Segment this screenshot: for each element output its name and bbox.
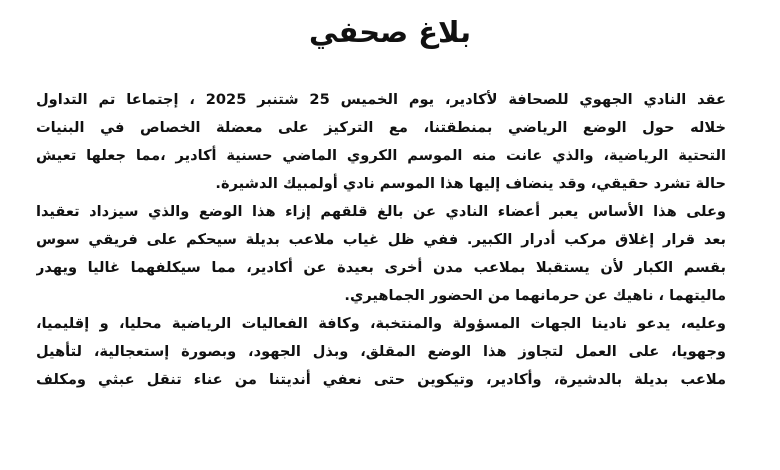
paragraph-1-line-3: التحتية الرياضية، والذي عانت منه الموسم الكروي الماضي حسنية أكادير ،مما جعلها تعيش <box>36 147 726 164</box>
document-body <box>36 86 726 394</box>
document-title: بلاغ صحفي <box>309 15 471 49</box>
paragraph-3 <box>36 310 726 394</box>
paragraph-1 <box>36 86 726 198</box>
paragraph-2-line-2: بعد قرار إغلاق مركب أدرار الكبير. ففي ظل غياب ملاعب بديلة سيحكم على فريقي سوس <box>36 231 726 248</box>
paragraph-3-line-1: وعليه، يدعو نادينا الجهات المسؤولة والمنتخبة، وكافة الفعاليات الرياضية محليا، و إقليميا، <box>36 315 726 332</box>
paragraph-3-line-3: ملاعب بديلة بالدشيرة، وأكادير، وتيكوين حتى نعفي أنديتنا من عناء تنقل عبثي ومكلف <box>36 371 726 388</box>
paragraph-1-line-1: عقد النادي الجهوي للصحافة لأكادير، يوم الخميس 25 شتنبر 2025 ، إجتماعا تم التداول <box>36 91 726 108</box>
paragraph-1-line-4: حالة تشرد حقيقي، وقد ينضاف إليها هذا الموسم نادي أولمبيك الدشيرة. <box>215 175 726 192</box>
paragraph-2 <box>36 198 726 310</box>
paragraph-2-line-3: بقسم الكبار لأن يستقبلا بملاعب مدن أخرى بعيدة عن أكادير، مما سيكلفهما غاليا ويهدر <box>36 259 726 276</box>
paragraph-3-line-2: وجهويا، على العمل لتجاوز هذا الوضع المقلق، وبذل الجهود، وبصورة إستعجالية، لتأهيل <box>36 343 726 360</box>
paragraph-2-line-1: وعلى هذا الأساس يعبر أعضاء النادي عن بالغ قلقهم إزاء هذا الوضع والذي سيزداد تعقيدا <box>36 203 726 220</box>
paragraph-1-line-2: خلاله حول الوضع الرياضي بمنطقتنا، مع التركيز على معضلة الخصاص في البنيات <box>36 119 726 136</box>
paragraph-2-line-4: ماليتهما ، ناهيك عن حرمانهما من الحضور الجماهيري. <box>344 287 726 304</box>
